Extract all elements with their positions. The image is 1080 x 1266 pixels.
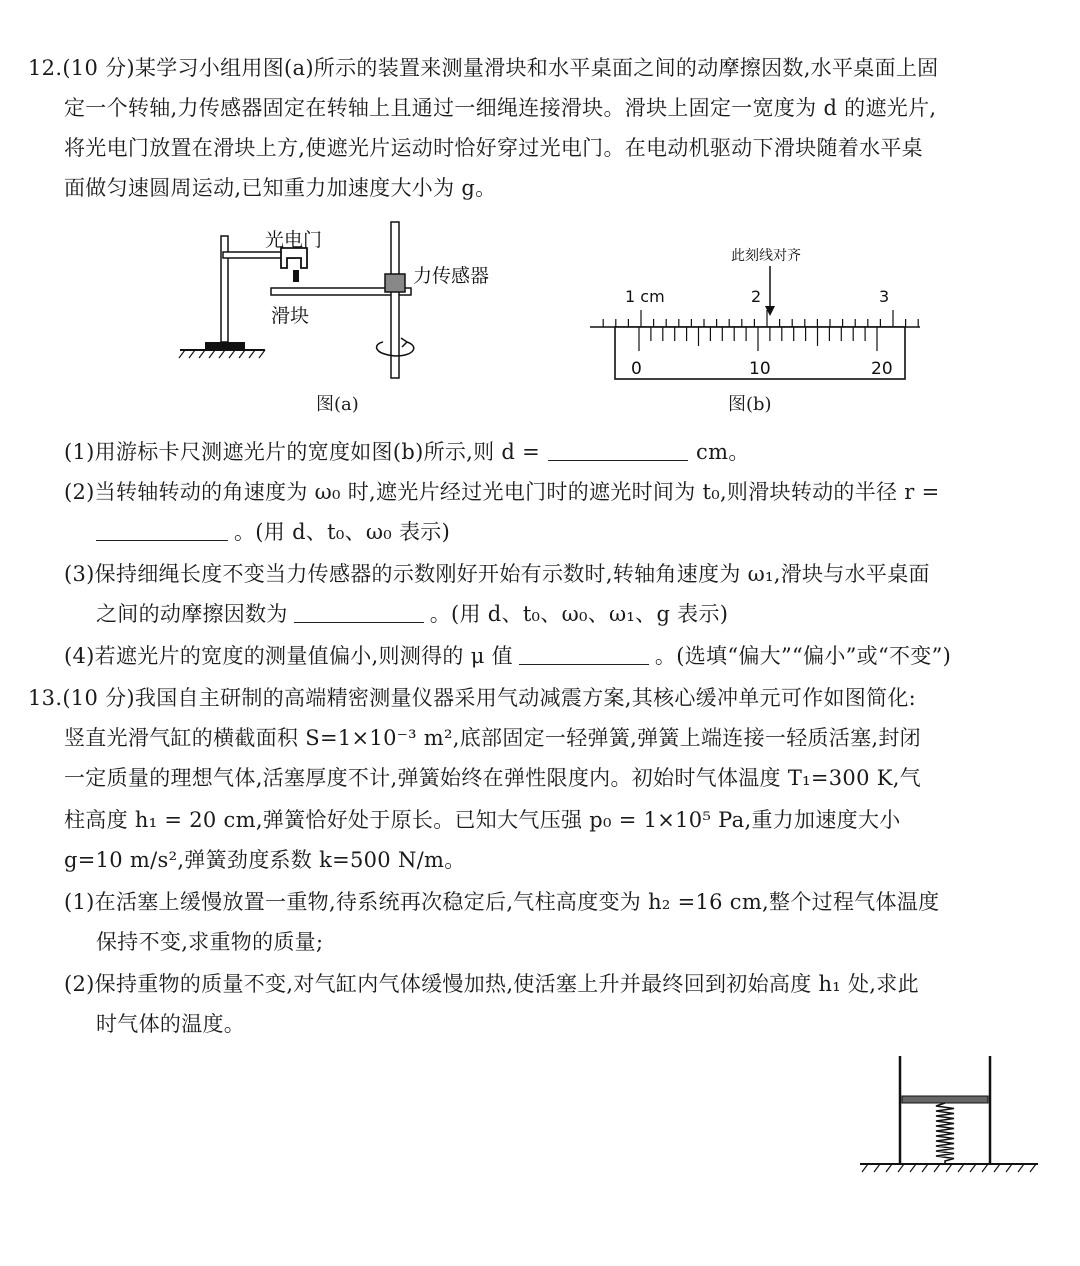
q12-part-1-unit: cm。 — [696, 440, 750, 464]
figure-b-vernier-caliper — [585, 240, 925, 385]
main-scale-ticks — [603, 310, 918, 327]
q12-part-1-answer-blank[interactable] — [548, 440, 688, 461]
q12-stem-line-3: 将光电门放置在滑块上方,使遮光片运动时恰好穿过光电门。在电动机驱动下滑块随着水平桌 — [64, 136, 923, 160]
q12-part-4-answer-blank[interactable] — [519, 644, 649, 665]
label-align-note: 此刻线对齐 — [731, 248, 801, 264]
q13-part-2-line-1: (2)保持重物的质量不变,对气缸内气体缓慢加热,使活塞上升并最终回到初始高度 h₁ 处,求此 — [64, 972, 919, 996]
q13-stem-line-5: g=10 m/s²,弹簧劲度系数 k=500 N/m。 — [64, 848, 466, 872]
q12-part-3-answer-blank[interactable] — [294, 602, 424, 623]
q13-part-1-line-1: (1)在活塞上缓慢放置一重物,待系统再次稳定后,气柱高度变为 h₂ =16 cm,整个过程气体温度 — [64, 890, 940, 914]
q12-stem-line-4: 面做匀速圆周运动,已知重力加速度大小为 g。 — [64, 176, 497, 200]
q12-part-2-line-2 — [96, 518, 450, 546]
q12-part-4-hint: 。(选填“偏大”“偏小”或“不变”) — [654, 644, 952, 668]
q12-part-3-line-1: (3)保持细绳长度不变当力传感器的示数刚好开始有示数时,转轴角速度为 ω₁,滑块与水平桌面 — [64, 562, 930, 586]
vernier-label-0: 0 — [631, 359, 642, 379]
main-scale-2: 2 — [751, 287, 762, 306]
q13-score: (10 分) — [62, 686, 135, 710]
photogate — [281, 248, 307, 268]
q12-part-2-answer-blank[interactable] — [96, 520, 228, 541]
stand-base — [205, 342, 245, 350]
q13-stem-line-2: 竖直光滑气缸的横截面积 S=1×10⁻³ m²,底部固定一轻弹簧,弹簧上端连接一轻质活塞,封闭 — [64, 726, 921, 750]
stand-ground-hatch — [179, 350, 265, 358]
q13-stem-line-1 — [28, 684, 916, 712]
q12-part-3-text: 之间的动摩擦因数为 — [96, 602, 288, 626]
q12-part-2-line-1: (2)当转轴转动的角速度为 ω₀ 时,遮光片经过光电门时的遮光时间为 t₀,则滑块转动的半径 r = — [64, 480, 940, 504]
cylinder-ground-hatch — [862, 1164, 1036, 1172]
q12-part-1-text: (1)用游标卡尺测遮光片的宽度如图(b)所示,则 d = — [64, 440, 541, 464]
q12-stem-text-1: 某学习小组用图(a)所示的装置来测量滑块和水平桌面之间的动摩擦因数,水平桌面上固 — [134, 56, 939, 80]
q12-stem-line-1 — [28, 54, 938, 82]
vernier-label-10: 10 — [749, 359, 771, 379]
q12-part-3-hint: 。(用 d、t₀、ω₀、ω₁、g 表示) — [429, 602, 729, 626]
q12-number: 12. — [28, 56, 63, 80]
vernier-label-20: 20 — [871, 359, 893, 379]
q13-stem-line-3: 一定质量的理想气体,活塞厚度不计,弹簧始终在弹性限度内。初始时气体温度 T₁=300 K,气 — [64, 766, 921, 790]
label-slider: 滑块 — [271, 305, 310, 327]
spring — [936, 1103, 954, 1164]
q12-part-3-line-2 — [96, 600, 728, 628]
q13-stem-line-4: 柱高度 h₁ = 20 cm,弹簧恰好处于原长。已知大气压强 p₀ = 1×10⁵ Pa,重力加速度大小 — [64, 808, 901, 832]
figure-a-caption: 图(a) — [316, 394, 359, 415]
main-scale-3: 3 — [879, 287, 890, 306]
label-force-sensor: 力传感器 — [413, 265, 490, 287]
q13-number: 13. — [28, 686, 63, 710]
q12-part-1 — [64, 438, 750, 466]
figure-b-caption: 图(b) — [728, 394, 772, 415]
figure-a-apparatus — [175, 218, 515, 388]
q12-score: (10 分) — [62, 56, 135, 80]
q13-part-1-line-2: 保持不变,求重物的质量; — [96, 930, 324, 954]
q13-part-2-line-2: 时气体的温度。 — [96, 1012, 246, 1036]
shading-plate — [293, 270, 299, 282]
rotating-axis — [391, 222, 399, 378]
q12-part-4-text: (4)若遮光片的宽度的测量值偏小,则测得的 μ 值 — [64, 644, 513, 668]
q12-stem-line-2: 定一个转轴,力传感器固定在转轴上且通过一细绳连接滑块。滑块上固定一宽度为 d 的遮光片, — [64, 96, 937, 120]
force-sensor-block — [385, 274, 405, 292]
q12-part-2-hint: 。(用 d、t₀、ω₀ 表示) — [234, 520, 451, 544]
q13-stem-text-1: 我国自主研制的高端精密测量仪器采用气动减震方案,其核心缓冲单元可作如图简化: — [134, 686, 917, 710]
main-scale-1cm: 1 cm — [625, 287, 665, 306]
figure-gas-cylinder — [858, 1050, 1048, 1180]
label-photogate: 光电门 — [265, 229, 323, 251]
piston — [902, 1096, 988, 1103]
q12-part-4 — [64, 642, 951, 670]
